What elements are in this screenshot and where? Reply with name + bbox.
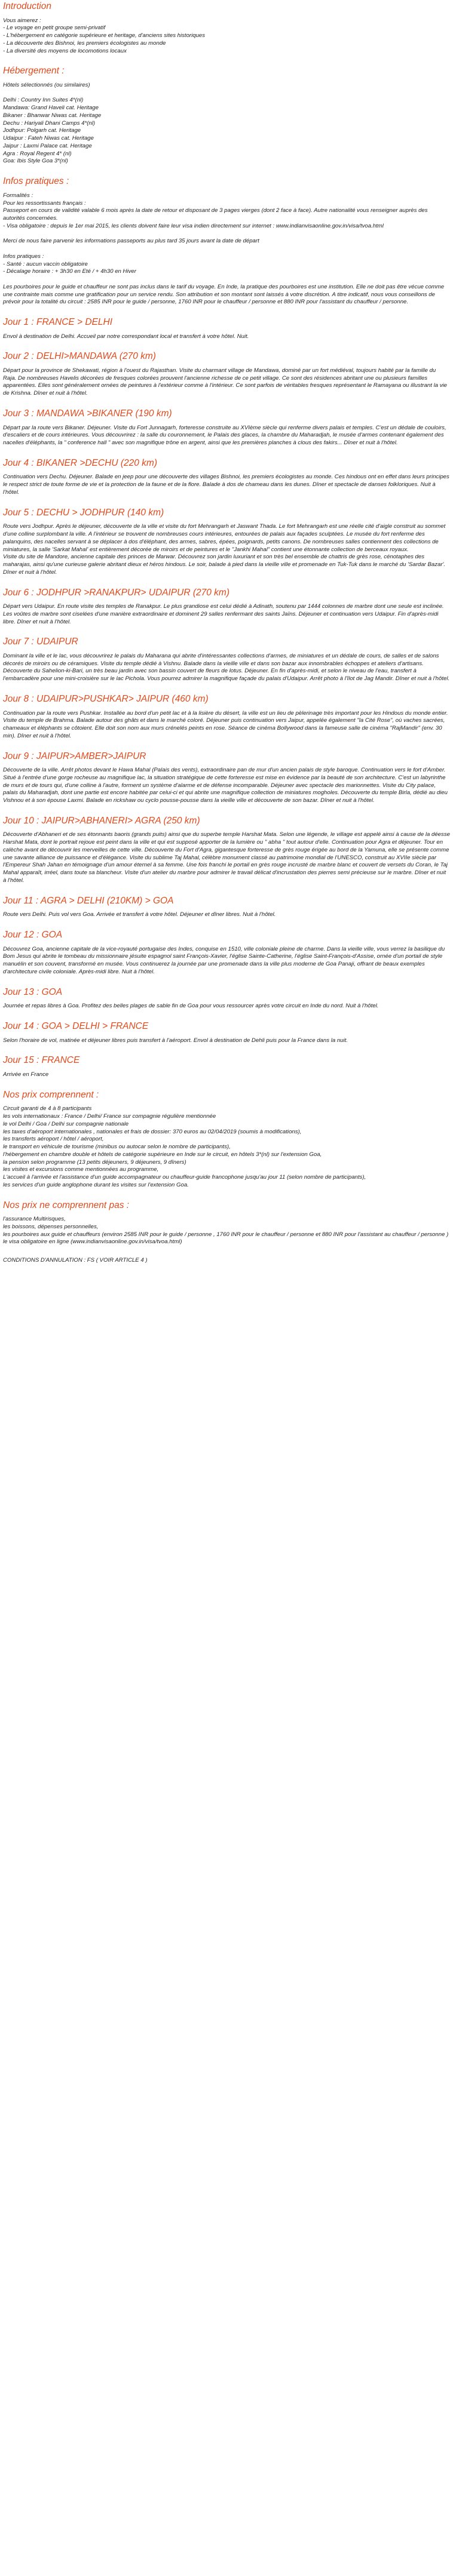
section-jour-5: [3, 508, 450, 577]
section-title: Jour 8 : UDAIPUR>PUSHKAR> JAIPUR (460 km): [3, 693, 209, 704]
section-jour-4: [3, 458, 450, 497]
hotel-item: Agra : Royal Regent 4* (nl): [3, 150, 72, 157]
list-item: le transport en véhicule de tourisme (minibus ou autocar selon le nombre de participants),: [3, 1143, 231, 1151]
section-title: Jour 13 : GOA: [3, 986, 63, 997]
list-item: les pourboires aux guide et chauffeurs (environ 2585 INR pour le guide / personne , 1760 INR pour le chauffeur / personne et 880 INR pour l'assistant au chauffeur / personne ): [3, 1231, 449, 1238]
hotel-item: Delhi : Country Inn Suites 4*(nl): [3, 97, 84, 104]
list-item: les boissons, dépenses personnelles,: [3, 1223, 99, 1230]
section-title: Jour 12 : GOA: [3, 930, 63, 940]
text-line: - Visa obligatoire : depuis le 1er mai 2015, les clients doivent faire leur visa indien directement sur internet : www.indianvisaonline.gov.in/visa/tvoa.html: [3, 222, 384, 229]
section-jour-1: [3, 317, 450, 340]
section-title: Jour 4 : BIKANER >DECHU (220 km): [3, 457, 157, 468]
section-introduction: [3, 1, 450, 55]
section-infos-pratiques: [3, 176, 450, 306]
hotel-item: Udaipur : Fateh Niwas cat. Heritage: [3, 135, 94, 142]
list-item: Circuit garanti de 4 à 8 participants: [3, 1105, 92, 1112]
section-title: Jour 2 : DELHI>MANDAWA (270 km): [3, 351, 156, 362]
section-jour-3: [3, 408, 450, 447]
text-line: - Santé : aucun vaccin obligatoire: [3, 260, 88, 268]
section-title: Jour 11 : AGRA > DELHI (210KM) > GOA: [3, 895, 174, 906]
text-line: - L'hébergement en catégorie supérieure et heritage, d'anciens sites historiques: [3, 32, 206, 39]
list-item: le vol Delhi / Goa / Delhi sur compagnie nationale: [3, 1120, 129, 1127]
spacer-line: [3, 276, 450, 284]
section-title: Nos prix comprennent :: [3, 1089, 99, 1100]
text-line: Formalités :: [3, 192, 33, 199]
list-item: les visites et excursions comme mentionnées au programme,: [3, 1166, 159, 1173]
section-jour-8: [3, 694, 450, 740]
section-title: Jour 7 : UDAIPUR: [3, 637, 78, 647]
text-line: - La diversité des moyens de locomotions locaux: [3, 47, 127, 54]
list-item: l'assurance Multirisques,: [3, 1216, 66, 1223]
day-description: Découvrez Goa, ancienne capitale de la vice-royauté portugaise des Indes, conquise en 1510, ville coloniale pleine de charme. Dans la vieille ville, vous verrez la basilique du Bom Jesus qui abrite le tombeau du missionnaire jésuite espagnol saint François-Xavier, l'église Sainte-Catherine, l'église Saint-François-d'Assise, ornée d'un portail de style manuélin et son couvent, transformé en musée. Vous continuerez la journée par une promenade dans la ville plus moderne de Goa Panaji, offrant de beaux exemples d'architecture civile coloniale. Après-midi libre. Nuit à l'hôtel.: [3, 945, 445, 975]
text-line: Pour les ressortissants français :: [3, 199, 86, 207]
section-jour-13: [3, 987, 450, 1010]
day-description: Départ par la route vers Bikaner. Déjeuner. Visite du Fort Junnagarh, forteresse construite au XVIème siècle qui renferme divers palais et temples. C'est un dédale de couloirs, d'escaliers et de cours intérieures. Vous découvrirez : la salle du couronnement, le Palais des glaces, la chambre du Maharadjah, le musée d'armes contenant également des nacelles d'éléphants, la " conference hall " avec son magnifique trône en argent, ainsi que les premières planches à clous des fakirs... Dîner et nuit à l'hôtel.: [3, 424, 446, 447]
section-title: Jour 5 : DECHU > JODHPUR (140 km): [3, 507, 164, 518]
section-jour-7: [3, 637, 450, 683]
text-line: Infos pratiques :: [3, 253, 44, 260]
list-item: le visa obligatoire en ligne (www.indianvisaonline.gov.in/visa/tvoa.html): [3, 1238, 182, 1246]
text-line: Hôtels sélectionnés (ou similaires): [3, 81, 90, 88]
day-description: Selon l'horaire de vol, matinée et déjeuner libres puis transfert à l'aéroport. Envol à destination de Dehli puis pour la France dans la nuit.: [3, 1037, 348, 1044]
document: [0, 0, 453, 1265]
section-title: Jour 10 : JAIPUR>ABHANERI> AGRA (250 km): [3, 815, 200, 826]
list-item: les vols internationaux : France / Delhi/ France sur compagnie régulière mentionnée: [3, 1113, 216, 1120]
section-title: Jour 3 : MANDAWA >BIKANER (190 km): [3, 408, 172, 419]
section-title: Infos pratiques :: [3, 176, 69, 187]
day-description: Découverte d'Abhaneri et de ses étonnants baoris (grands puits) ainsi que du superbe temple Harshat Mata. Selon une légende, le village est appelé ainsi à cause de la déesse Harshat Mata, dont le portrait rejoue est peint dans la ville et qui est supposé apporter de la lumière ou " abha " tout autour d'elle. Continuation pour Agra et déjeuner. Tour en calèche avant de découvrir les merveilles de cette ville. Découverte du Fort d'Agra, gigantesque forteresse de grès rouge érigée au bord de la Yamuna, elle se présente comme une savante alliance de puissance et d'élégance. Visite du sublime Taj Mahal, célèbre monument classé au patrimoine mondial de l'UNESCO, construit au XVIIe siècle par l'Empereur Shah Jahan en témoignage d'un amour éternel à sa femme. Une fois franchi le portail en grès rouge incrusté de marbre blanc et couvert de versets du Coran, le Taj Mahal apparaît, irréel, dans toute sa blancheur. Visite d'un atelier du marbre pour admirer le travail délicat d'incrustation des pierres semi précieuse sur le marbre. Dîner et nuit à l'hôtel.: [3, 831, 450, 884]
hotel-item: Jaipur : Laxmi Palace cat. Heritage: [3, 142, 92, 149]
section-hebergement: [3, 66, 450, 165]
section-jour-11: [3, 896, 450, 919]
day-description: Départ vers Udaipur. En route visite des temples de Ranakpur. Le plus grandiose est celui dédié à Adinath, soutenu par 1444 colonnes de marbre dont une seule est inclinée. Les voûtes de marbre sont ciselées d'une manière extraordinaire et dominent 29 salles renfermant des saints Jaïns. Déjeuner et continuation vers Udaipur. Fin d'après-midi libre. Dîner et nuit à l'hôtel.: [3, 603, 444, 625]
section-title: Jour 1 : FRANCE > DELHI: [3, 317, 113, 328]
section-title: Nos prix ne comprennent pas :: [3, 1200, 130, 1210]
text-line: - La découverte des Bishnoi, les premiers écologistes au monde: [3, 39, 166, 47]
day-description: Route vers Jodhpur. Après le déjeuner, découverte de la ville et visite du fort Mehrangarh et Jaswant Thada. Le fort Mehrangarh est une réelle cité d'aigle construit au sommet d'une colline surplombant la ville. A l'intérieur se trouvent de nombreuses cours intérieures, entourées de palais aux façades sculptées. Le musée du fort renferme des palanquins, des nacelles servant à se déplacer à dos d'éléphant, des armes, sabres, épées, poignards, petits canons. De nombreuses salles contiennent des collections de miniatures, la salle 'Sarkat Mahal' est entièrement décorée de miroirs et de peintures et le "Jankhi Mahal" contient une étonnante collection de berceaux royaux.: [3, 523, 446, 553]
day-description: Arrivée en France: [3, 1071, 49, 1078]
day-description: Visite du site de Mandore, ancienne capitale des princes de Marwar. Découvrez son jardin luxuriant et son très bel ensemble de chattris de grès rose, cénotaphes des maharajas, ainsi qu'une curieuse galerie abritant dieux et héros hindous. Le soir, balade à pied dans la vieille ville et promenade en Tuk-Tuk dans le marché du 'Sardar Bazar'. Dîner et nuit à l'hôtel.: [3, 554, 446, 576]
day-description: Envol à destination de Delhi. Accueil par notre correspondant local et transfert à votre hôtel. Nuit.: [3, 333, 249, 340]
section-jour-2: [3, 351, 450, 398]
day-description: Route vers Delhi. Puis vol vers Goa. Arrivée et transfert à votre hôtel. Déjeuner et dîner libres. Nuit à l'hôtel.: [3, 911, 276, 918]
hotel-item: Goa: Ibis Style Goa 3*(nl): [3, 158, 68, 165]
section-title: Hébergement :: [3, 66, 65, 76]
text-line: Vous aimerez :: [3, 17, 41, 24]
section-jour-14: [3, 1021, 450, 1044]
day-description: Découverte de la ville. Arrêt photos devant le Hawa Mahal (Palais des vents), extraordinaire pan de mur d'un ancien palais de style baroque. Continuation vers le fort d'Amber. Situé à l'entrée d'une gorge rocheuse au magnifique lac, la situation stratégique de cette forteresse est mise en évidence par la beauté de son architecture. C'est un labyrinthe de murs et de tours qui, d'une colline à l'autre, forment un système d'alarme et de défense incomparable. Déjeuner avec spectacle des marionnettes. Visite du City palace, palais du Maharadjah, dont une partie est encore habitée par celui-ci et qui abrite une magnifique collection de miniatures mogholes. Découverte du temple Birla, dédié au dieu Vishnou et à son épouse Laxmi. Balade en rickshaw ou cyclo pousse-pousse dans la vieille ville et découverte de son bazar. Dîner et nuit à l'hôtel.: [3, 767, 448, 804]
list-item: L'accueil à l'arrivée et l'assistance d'un guide accompagnateur ou chauffeur-guide francophone jusqu'au jour 11 (selon nombre de participants),: [3, 1174, 366, 1181]
section-jour-10: [3, 816, 450, 885]
section-title: Jour 15 : FRANCE: [3, 1055, 80, 1066]
spacer-line: [3, 230, 450, 238]
section-jour-6: [3, 588, 450, 626]
text-line: Passeport en cours de validité valable 6 mois après la date de retour et disposant de 3 pages vierges (dont 2 face à face). Autre nationalité vous renseigner auprès des autorités concernées.: [3, 207, 428, 222]
hotel-item: Dechu : Hariyali Dhani Camps 4*(nl): [3, 119, 96, 127]
day-description: Continuation vers Dechu. Déjeuner. Balade en jeep pour une découverte des villages Bishnoi, les premiers écologistes au monde. Ces hindous ont en effet dans leurs principes le respect strict de toute forme de vie et la protection de la faune et de la flore. Balade à dos de chameau dans les dunes. Dîner et spectacle de danses folkloriques. Nuit à l'hôtel.: [3, 474, 449, 496]
section-prix-ne-comprennent-pas: [3, 1200, 450, 1247]
day-description: Continuation par la route vers Pushkar. Installée au bord d'un petit lac et à la lisière du désert, la ville est un lieu de pèlerinage très important pour les Hindous du monde entier. Visite du temple de Brahma. Balade autour des ghâts et dans le marché coloré. Déjeuner puis continuation vers Jaipur, appelée également "la Cité Rose", où vaches sacrées, chameaux et éléphants se côtoient. Elle doit son nom aux murs crénelés peints en rose. Séance de cinéma Bollywood dans la fameuse salle de cinéma "RajMandir" (env. 30 min). Dîner et nuit à l'hôtel.: [3, 709, 448, 739]
text-line: - Le voyage en petit groupe semi-privatif: [3, 24, 106, 32]
cancellation-conditions: CONDITIONS D'ANNULATION : FS ( VOIR ARTICLE 4 ): [3, 1257, 148, 1264]
section-title: Introduction: [3, 1, 51, 11]
day-description: Départ pour la province de Shekawati, région à l'ouest du Rajasthan. Visite du charmant village de Mandawa, dominé par un fort médiéval, toujours habité par la famille du Raja. De nombreuses Havelis décorées de fresques colorées prouvent l'ancienne richesse de ce petit village. Ce sont des résidences abritant une ou plusieurs familles apparentées. Elles sont généralement ornées de peintures à l'extérieur comme à l'intérieur. Ce sont parfois de véritables fresques représentant le Ramayana ou illustrant la vie de Krishna. Dîner et nuit à l'hôtel.: [3, 367, 447, 397]
section-jour-12: [3, 930, 450, 976]
text-line: Merci de nous faire parvenir les informations passeports au plus tard 35 jours avant la date de départ: [3, 238, 259, 245]
spacer-line: [3, 245, 450, 253]
section-jour-9: [3, 751, 450, 805]
section-title: Jour 9 : JAIPUR>AMBER>JAIPUR: [3, 751, 146, 761]
text-line: - Décalage horaire : + 3h30 en Eté / + 4h30 en Hiver: [3, 268, 136, 275]
list-item: les services d'un guide anglophone durant les visites sur l'extension Goa.: [3, 1181, 189, 1188]
text-line: Les pourboires pour le guide et chauffeur ne sont pas inclus dans le tarif du voyage. En Inde, la pratique des pourboires est une institution. Elle ne doit pas être vécue comme une contrainte mais comme une gratification pour un service rendu. Son attribution et son montant sont laissés à votre discrétion. A titre indicatif, nous vous conseillons de prévoir pour la totalité du circuit : 2585 INR pour le guide / personne, 1760 INR pour le chauffeur / personne et 880 INR pour l'assistant du chauffeur / personne.: [3, 283, 445, 306]
list-item: la pension selon programme (13 petits déjeuners, 9 déjeuners, 9 dîners): [3, 1158, 186, 1166]
section-title: Jour 14 : GOA > DELHI > FRANCE: [3, 1021, 149, 1031]
list-item: les transferts aéroport / hôtel / aéroport,: [3, 1136, 104, 1143]
day-description: Journée et repas libres à Goa. Profitez des belles plages de sable fin de Goa pour vous ressourcer après votre circuit en Inde du nord. Nuit à l'hôtel.: [3, 1003, 379, 1010]
list-item: l'hébergement en chambre double et hôtels de catégorie supérieure en Inde sur le circuit, en hôtels 3*(nl) sur l'extension Goa,: [3, 1151, 322, 1158]
hotel-item: Jodhpur: Polgarh cat. Heritage: [3, 127, 81, 134]
section-jour-15: [3, 1055, 450, 1078]
hotel-item: Mandawa: Grand Haveli cat. Heritage: [3, 104, 99, 112]
list-item: les taxes d'aéroport internationales , nationales et frais de dossier: 370 euros au 02/04/2019 (soumis à modifications),: [3, 1128, 302, 1135]
day-description: Dominant la ville et le lac, vous découvrirez le palais du Maharana qui abrite d'intéressantes collections d'armes, de miniatures et un dédale de cours, de salles et de salons décorés de miroirs ou de céramiques. Visite du temple dédié à Vishnu. Balade dans la vieille ville et dans son bazar aux innombrables échoppes et ateliers d'artisans. Découverte du Sahelion-ki-Bari, un très beau jardin avec son bassin couvert de fleurs de lotus. Déjeuner. En fin d'après-midi, et selon le niveau de l'eau, transfert à l'embarcadère pour une mini-croisière sur le lac Pichola. Vous pourrez admirer la magnifique façade du palais d'Udaipur. Arrêt photo à l'îlot de Jag Mandir. Dîner et nuit à l'hôtel.: [3, 652, 450, 683]
spacer-line: [3, 90, 450, 97]
section-title: Jour 6 : JODHPUR >RANAKPUR> UDAIPUR (270 km): [3, 587, 229, 598]
hotel-item: Bikaner : Bhanwar Niwas cat. Heritage: [3, 112, 102, 119]
section-prix-comprennent: [3, 1090, 450, 1189]
